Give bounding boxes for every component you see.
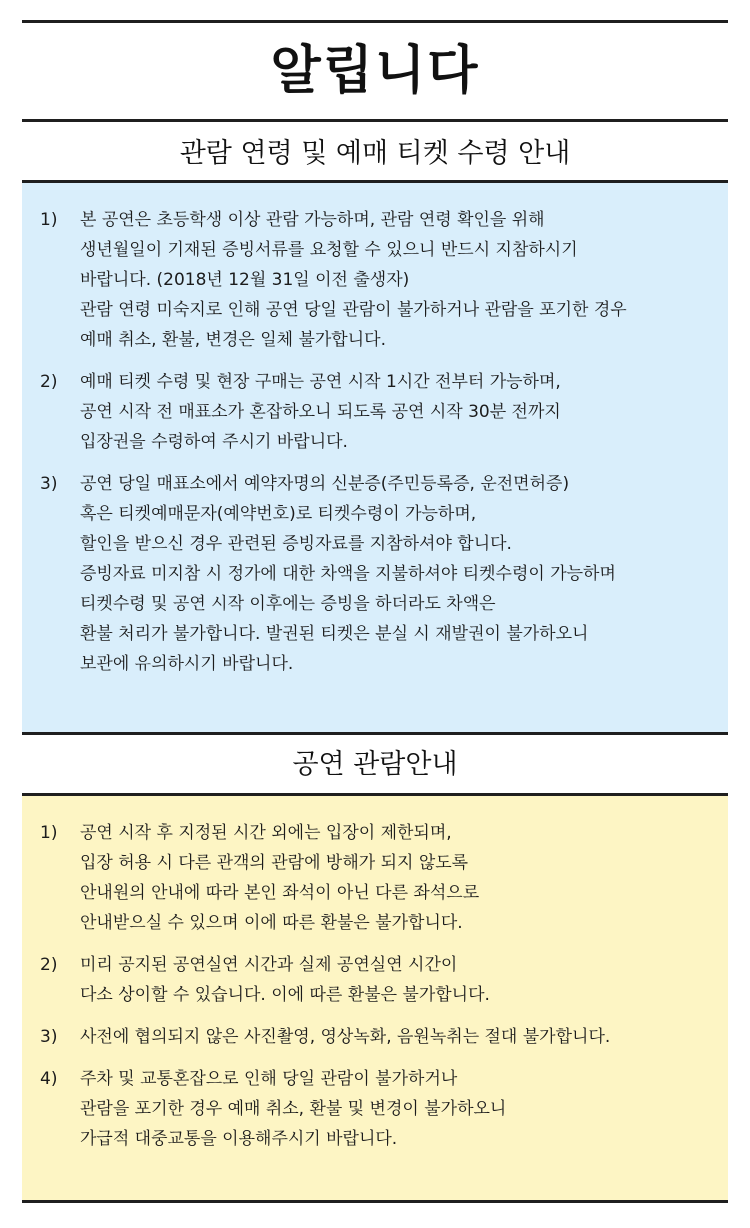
ticket-info-panel [22, 183, 728, 732]
list-item [22, 950, 728, 1010]
item-line: 공연 시작 후 지정된 시간 외에는 입장이 제한되며, [80, 823, 452, 843]
title-divider [22, 119, 728, 122]
bottom-rule [22, 1200, 728, 1203]
section1-bottom-rule [22, 732, 728, 735]
item-line: 공연 시작 전 매표소가 혼잡하오니 되도록 공연 시작 30분 전까지 [80, 402, 561, 422]
item-number: 2) [40, 955, 58, 975]
list-item [22, 367, 728, 457]
item-line: 관람 연령 미숙지로 인해 공연 당일 관람이 불가하거나 관람을 포기한 경우 [80, 300, 627, 320]
section-heading-performance: 공연 관람안내 [292, 749, 458, 780]
item-line: 보관에 유의하시기 바랍니다. [80, 654, 294, 674]
list-item [22, 469, 728, 679]
item-number: 4) [40, 1069, 58, 1089]
item-number: 3) [40, 474, 58, 494]
item-line: 바랍니다. (2018년 12월 31일 이전 출생자) [80, 270, 410, 290]
item-number: 2) [40, 372, 58, 392]
item-number: 3) [40, 1027, 58, 1047]
item-number: 1) [40, 210, 58, 230]
item-line: 가급적 대중교통을 이용해주시기 바랍니다. [80, 1129, 398, 1149]
item-line: 미리 공지된 공연실연 시간과 실제 공연실연 시간이 [80, 955, 458, 975]
item-line: 환불 처리가 불가합니다. 발권된 티켓은 분실 시 재발권이 불가하오니 [80, 624, 589, 644]
item-line: 사전에 협의되지 않은 사진촬영, 영상녹화, 음원녹취는 절대 불가합니다. [80, 1027, 611, 1047]
list-item [22, 818, 728, 938]
item-line: 다소 상이할 수 있습니다. 이에 따른 환불은 불가합니다. [80, 985, 490, 1005]
item-line: 증빙자료 미지참 시 정가에 대한 차액을 지불하셔야 티켓수령이 가능하며 [80, 564, 616, 584]
page-title: 알립니다 [270, 40, 480, 101]
item-line: 안내받으실 수 있으며 이에 따른 환불은 불가합니다. [80, 913, 463, 933]
item-number: 1) [40, 823, 58, 843]
performance-info-panel [22, 796, 728, 1200]
item-line: 안내원의 안내에 따라 본인 좌석이 아닌 다른 좌석으로 [80, 883, 480, 903]
item-line: 관람을 포기한 경우 예매 취소, 환불 및 변경이 불가하오니 [80, 1099, 507, 1119]
item-line: 본 공연은 초등학생 이상 관람 가능하며, 관람 연령 확인을 위해 [80, 210, 545, 230]
item-line: 혹은 티켓예매문자(예약번호)로 티켓수령이 가능하며, [80, 504, 477, 524]
item-line: 입장 허용 시 다른 관객의 관람에 방해가 되지 않도록 [80, 853, 469, 873]
list-item [22, 1064, 728, 1154]
item-line: 주차 및 교통혼잡으로 인해 당일 관람이 불가하거나 [80, 1069, 458, 1089]
list-item [22, 1022, 728, 1052]
section-heading-ticket: 관람 연령 및 예매 티켓 수령 안내 [179, 138, 571, 169]
item-line: 공연 당일 매표소에서 예약자명의 신분증(주민등록증, 운전면허증) [80, 474, 570, 494]
top-rule [22, 20, 728, 23]
item-line: 생년월일이 기재된 증빙서류를 요청할 수 있으니 반드시 지참하시기 [80, 240, 578, 260]
list-item [22, 205, 728, 355]
item-line: 예매 취소, 환불, 변경은 일체 불가합니다. [80, 330, 386, 350]
item-line: 예매 티켓 수령 및 현장 구매는 공연 시작 1시간 전부터 가능하며, [80, 372, 561, 392]
item-line: 할인을 받으신 경우 관련된 증빙자료를 지참하셔야 합니다. [80, 534, 512, 554]
item-line: 입장권을 수령하여 주시기 바랍니다. [80, 432, 348, 452]
item-line: 티켓수령 및 공연 시작 이후에는 증빙을 하더라도 차액은 [80, 594, 496, 614]
